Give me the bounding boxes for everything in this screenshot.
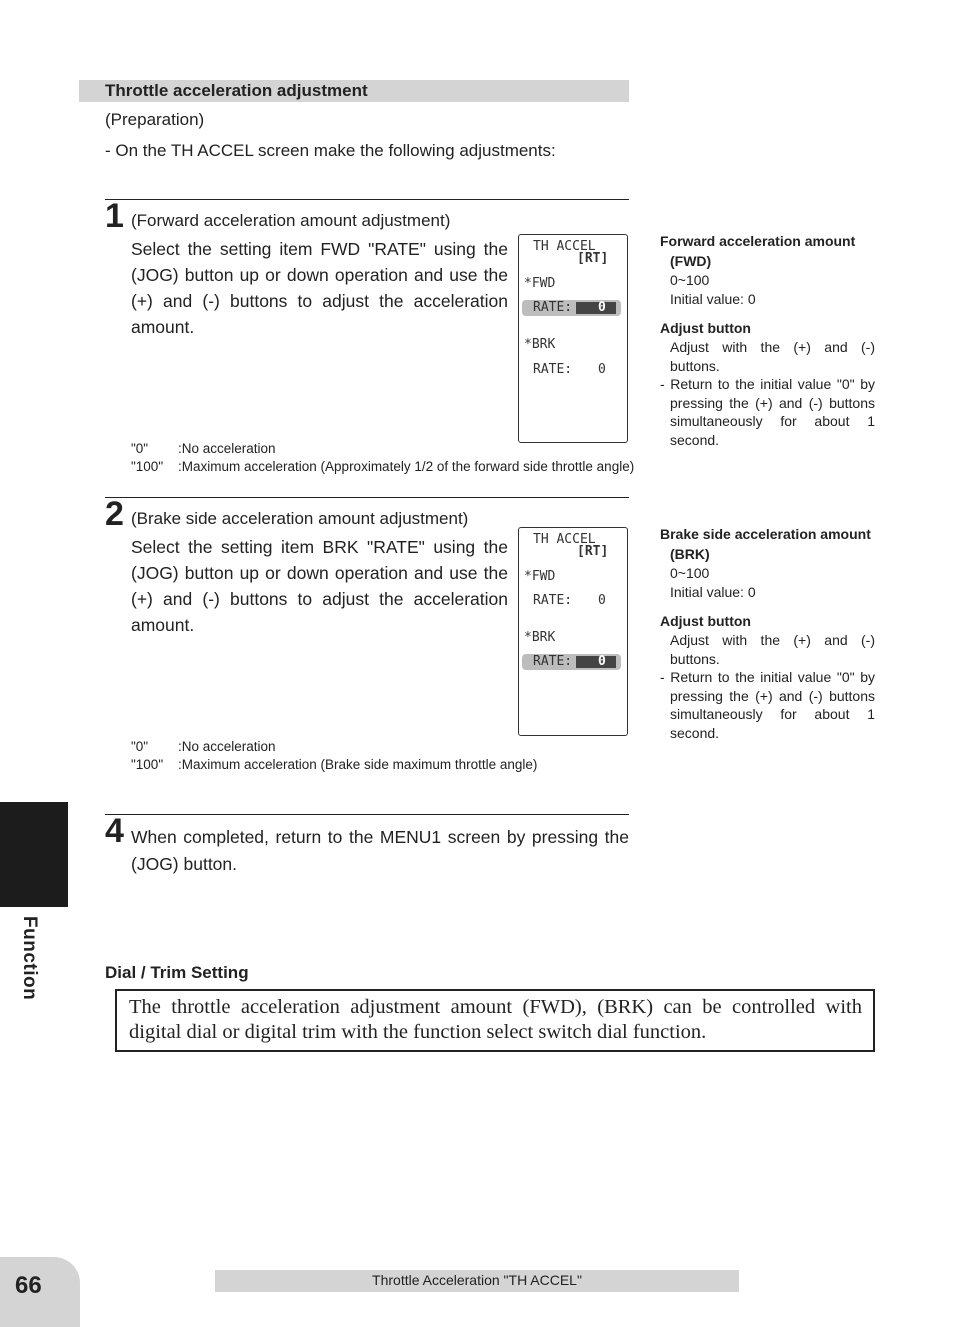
lcd-brk-rate-label: RATE: — [533, 654, 573, 669]
side-reset-text: - Return to the initial value "0" by pressing the (+) and (-) buttons simultaneously for about 1 second. — [660, 376, 875, 448]
note-value: :Maximum acceleration (Brake side maximum throttle angle) — [178, 757, 538, 772]
lcd-title: TH ACCEL — [533, 532, 596, 547]
lcd-fwd-rate-value: 0 — [598, 300, 606, 315]
step-2-divider — [105, 497, 629, 498]
side-adjust-text: Adjust with the (+) and (-) buttons. — [670, 339, 875, 374]
side-adjust-title: Adjust button — [660, 320, 751, 336]
step-2-number: 2 — [105, 495, 124, 533]
lcd-mode: [RT] — [577, 251, 609, 266]
side-range: 0~100 — [670, 272, 710, 288]
lcd-brk-rate-value: 0 — [598, 362, 606, 377]
dial-trim-title: Dial / Trim Setting — [105, 963, 249, 982]
section-heading: Throttle acceleration adjustment — [105, 81, 368, 100]
step-4-divider — [105, 814, 629, 815]
step-1-body: Select the setting item FWD "RATE" using the (JOG) button up or down operation and use the (+) and (-) buttons to adjust the acceleration amount. — [131, 239, 508, 337]
chapter-tab — [0, 802, 68, 907]
side-title: Forward acceleration amount — [660, 233, 856, 249]
lcd-fwd-value-cell — [576, 302, 616, 314]
note-value: :No acceleration — [178, 441, 276, 456]
lcd-brk-label: *BRK — [524, 337, 556, 352]
note-value: :No acceleration — [178, 739, 276, 754]
side-range: 0~100 — [670, 565, 710, 581]
note-value: :Maximum acceleration (Approximately 1/2 of the forward side throttle angle) — [178, 459, 635, 474]
side-adjust-title: Adjust button — [660, 613, 751, 629]
side-reset-text: - Return to the initial value "0" by pressing the (+) and (-) buttons simultaneously for about 1 second. — [660, 669, 875, 741]
step-2-side-info — [660, 524, 875, 742]
dial-trim-text: The throttle acceleration adjustment amount (FWD), (BRK) can be controlled with digital dial or digital trim with the function select switch dial function. — [129, 996, 862, 1043]
step-1-lcd-screen — [518, 234, 628, 443]
note-key: "0" — [131, 441, 149, 456]
side-adjust-text: Adjust with the (+) and (-) buttons. — [670, 632, 875, 667]
side-title-abbr: (FWD) — [670, 253, 712, 269]
lcd-brk-value-cell — [576, 656, 616, 668]
step-1-number: 1 — [105, 197, 124, 235]
side-initial: Initial value: 0 — [670, 290, 756, 307]
step-2-note-1 — [131, 756, 537, 774]
lcd-fwd-rate-value: 0 — [598, 593, 606, 608]
side-title-abbr: (BRK) — [670, 546, 710, 562]
lcd-mode: [RT] — [577, 544, 609, 559]
step-2-note-0 — [131, 738, 276, 756]
lcd-fwd-rate-label: RATE: — [533, 300, 573, 315]
lcd-title: TH ACCEL — [533, 239, 596, 254]
note-key: "100" — [131, 757, 164, 772]
step-1-divider — [105, 199, 629, 200]
step-4-number: 4 — [105, 812, 124, 850]
side-initial: Initial value: 0 — [670, 583, 756, 600]
step-1-side-info — [660, 231, 875, 449]
page-number: 66 — [15, 1272, 42, 1299]
step-1-note-0 — [131, 440, 276, 458]
footer-title: Throttle Acceleration "TH ACCEL" — [372, 1272, 582, 1288]
preparation-label: (Preparation) — [105, 110, 205, 129]
step-2-body: Select the setting item BRK "RATE" using the (JOG) button up or down operation and use the (+) and (-) buttons to adjust the acceleration amount. — [131, 537, 508, 635]
step-4-body: When completed, return to the MENU1 screen by pressing the (JOG) button. — [131, 827, 629, 874]
lcd-fwd-label: *FWD — [524, 276, 556, 291]
lcd-fwd-label: *FWD — [524, 569, 556, 584]
side-title: Brake side acceleration amount — [660, 526, 871, 542]
preparation-note: - On the TH ACCEL screen make the following adjustments: — [105, 141, 556, 160]
lcd-fwd-rate-label: RATE: — [533, 593, 573, 608]
lcd-brk-rate-label: RATE: — [533, 362, 573, 377]
lcd-brk-label: *BRK — [524, 630, 556, 645]
step-1-note-1 — [131, 458, 634, 476]
chapter-tab-label: Function — [19, 916, 40, 1001]
note-key: "100" — [131, 459, 164, 474]
lcd-brk-rate-value: 0 — [598, 654, 606, 669]
dial-trim-box — [115, 989, 875, 1052]
note-key: "0" — [131, 739, 149, 754]
step-1-subtitle: (Forward acceleration amount adjustment) — [131, 211, 451, 230]
step-2-lcd-screen — [518, 527, 628, 736]
step-2-subtitle: (Brake side acceleration amount adjustment) — [131, 509, 469, 528]
